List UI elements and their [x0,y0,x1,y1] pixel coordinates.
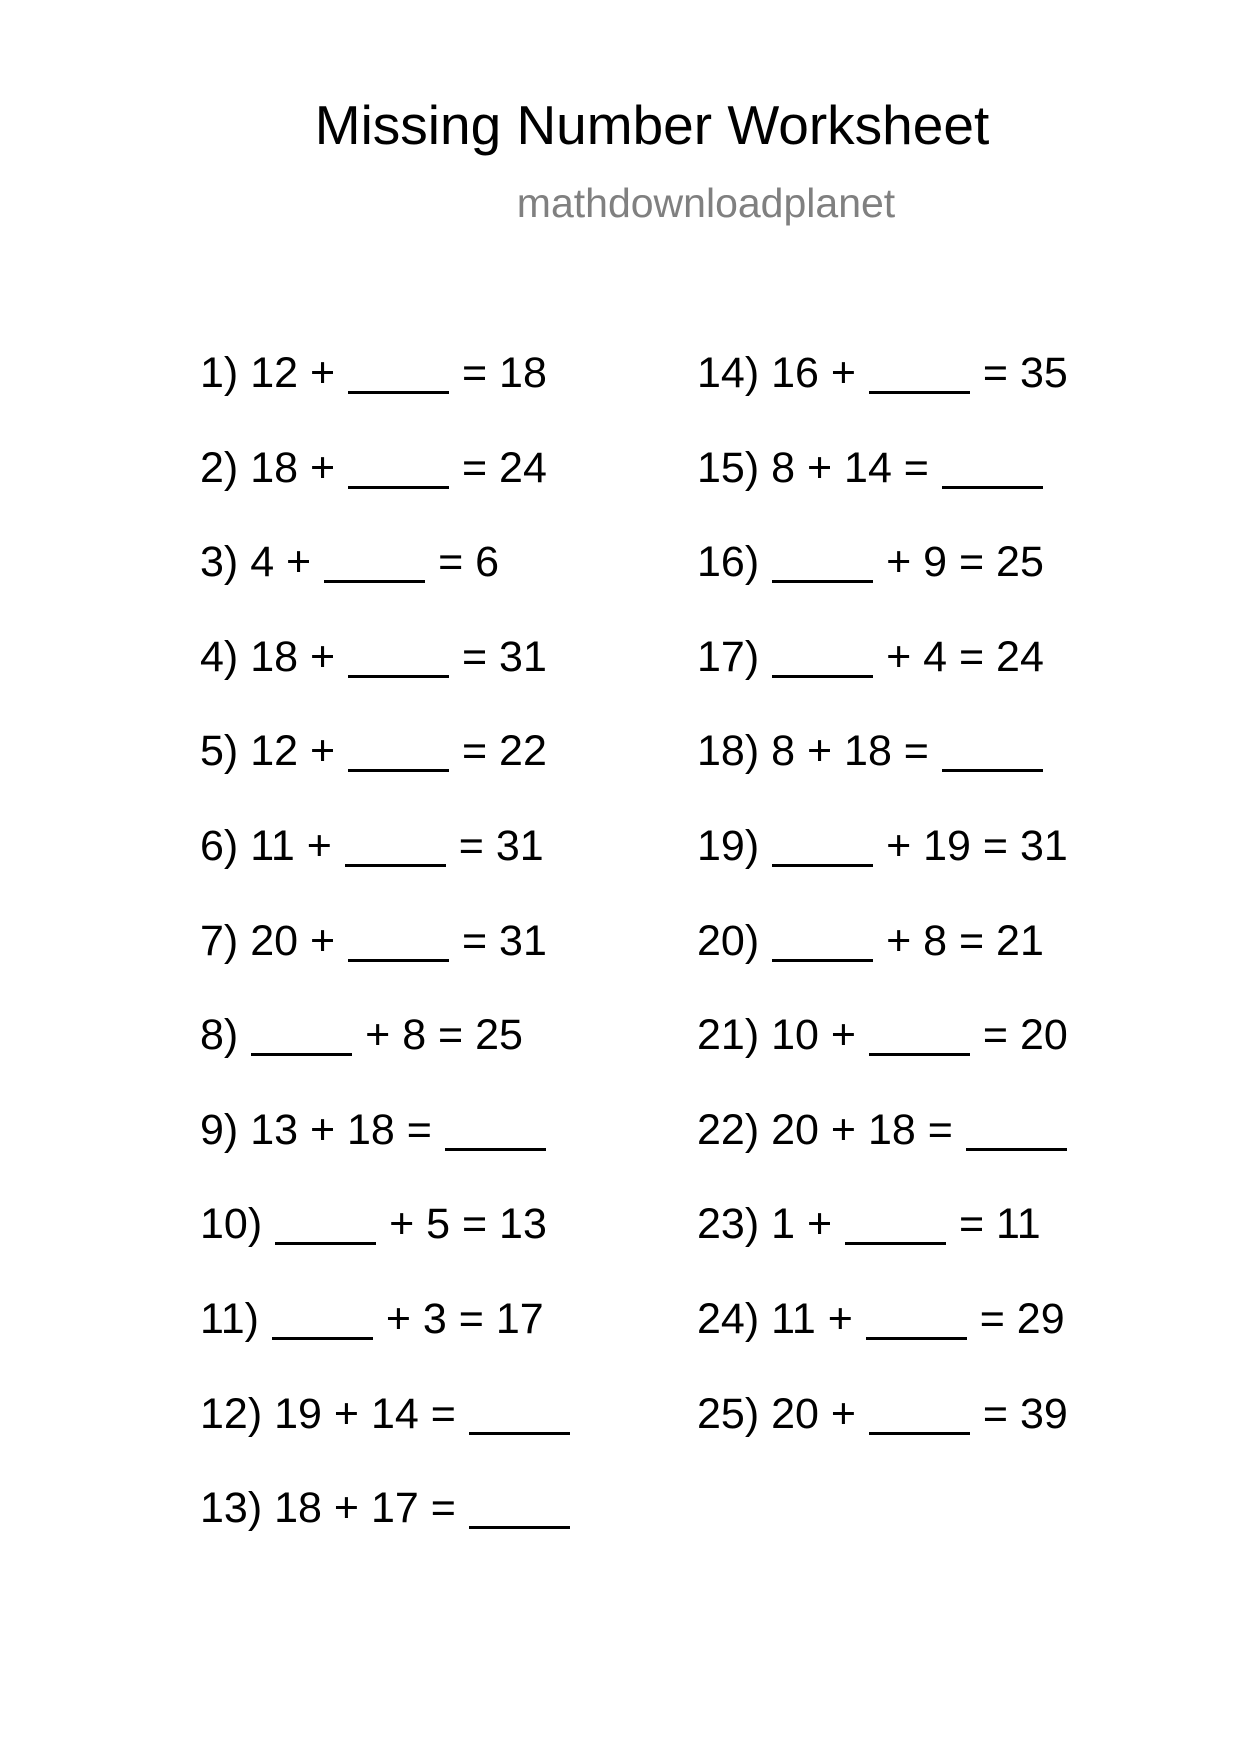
problem-row [697,349,1068,447]
problem-left-side: 13 + 18 = [250,1105,432,1154]
problem-right-side: = 31 [458,821,544,870]
problem-row [200,632,571,731]
answer-blank[interactable] [348,730,449,772]
problem-number: 4) [200,632,239,681]
problem-row [200,916,571,1015]
problem-right-side: = 11 [959,1200,1041,1249]
problem-row [200,443,571,542]
problem-number: 11) [200,1294,259,1343]
answer-blank[interactable] [445,1109,546,1151]
problem-left-side: 12 + [250,727,336,776]
problem-right-side: = 29 [979,1294,1065,1343]
problem-number: 6) [200,821,239,870]
page-title: Missing Number Worksheet [314,94,990,156]
problem-right-side: = 24 [461,443,547,492]
problem-number: 5) [200,727,239,776]
problem-number: 23) [697,1200,760,1249]
problem-right-side: = 18 [461,349,547,397]
problem-row [200,1294,571,1393]
answer-blank[interactable] [772,825,873,867]
problem-row [697,1389,1068,1488]
problem-row [697,1294,1068,1393]
problem-left-side: 20 + [771,1389,856,1438]
answer-blank[interactable] [869,1014,970,1056]
problem-number: 8) [200,1011,239,1060]
answer-blank[interactable] [345,825,446,867]
problem-number: 7) [200,916,239,965]
problem-number: 19) [697,821,760,870]
problem-row [200,1011,571,1109]
problem-number: 15) [697,443,760,492]
problem-row [697,1105,1068,1204]
problem-right-side: + 9 = 25 [886,538,1044,587]
problem-right-side: = 6 [438,538,500,587]
problem-row [697,1011,1068,1109]
problem-left-side: 19 + 14 = [274,1389,456,1438]
problem-right-side: + 3 = 17 [385,1294,544,1343]
problem-number: 25) [697,1389,760,1438]
problem-row [200,1389,571,1488]
answer-blank[interactable] [348,636,449,678]
answer-blank[interactable] [772,541,873,583]
problem-number: 1) [200,349,239,397]
answer-blank[interactable] [324,541,425,583]
problem-row [200,538,571,636]
problem-left-side: 20 + [250,916,336,965]
problem-row [200,821,571,920]
problem-right-side: + 4 = 24 [886,632,1044,681]
problem-left-side: 8 + 14 = [771,443,929,492]
answer-blank[interactable] [772,920,873,962]
answer-blank[interactable] [348,447,449,489]
problem-row [697,821,1068,920]
answer-blank[interactable] [348,920,449,962]
problem-left-side: 12 + [250,349,336,397]
problem-number: 3) [200,538,239,587]
problem-column-left [200,349,571,1582]
problem-left-side: 8 + 18 = [771,727,929,776]
problem-number: 22) [697,1105,760,1154]
answer-blank[interactable] [469,1393,570,1435]
problem-right-side: = 31 [461,632,547,681]
problem-number: 16) [697,538,760,587]
answer-blank[interactable] [869,352,970,394]
answer-blank[interactable] [869,1393,970,1435]
problem-number: 24) [697,1294,760,1343]
problem-right-side: = 31 [461,916,547,965]
problem-right-side: = 35 [982,349,1068,397]
problem-number: 17) [697,632,760,681]
answer-blank[interactable] [272,1298,373,1340]
problem-row [697,916,1068,1015]
answer-blank[interactable] [942,447,1043,489]
problem-left-side: 18 + [250,632,336,681]
problem-right-side: = 22 [461,727,547,776]
page-subtitle: mathdownloadplanet [516,180,896,226]
problem-number: 21) [697,1011,760,1060]
answer-blank[interactable] [845,1203,946,1245]
problem-left-side: 11 + [250,821,332,870]
problem-row [200,1105,571,1204]
problem-left-side: 4 + [250,538,312,587]
problem-left-side: 16 + [771,349,856,397]
problem-left-side: 1 + [771,1200,833,1249]
problem-row [697,538,1068,636]
answer-blank[interactable] [772,636,873,678]
problem-row [200,1200,571,1298]
problem-left-side: 11 + [771,1294,853,1343]
problem-number: 12) [200,1389,263,1438]
problem-number: 20) [697,916,760,965]
answer-blank[interactable] [942,730,1043,772]
problem-number: 14) [697,349,760,397]
problem-right-side: = 39 [982,1389,1068,1438]
problem-left-side: 10 + [771,1011,856,1060]
problem-right-side: + 19 = 31 [886,821,1068,870]
problem-row [200,1484,571,1582]
problem-number: 10) [200,1200,263,1249]
problem-row [697,443,1068,542]
problem-row [697,632,1068,731]
problem-left-side: 20 + 18 = [771,1105,953,1154]
answer-blank[interactable] [966,1109,1067,1151]
problem-right-side: + 8 = 25 [365,1011,523,1060]
answer-blank[interactable] [469,1487,570,1529]
problem-row [697,1200,1068,1298]
problem-number: 9) [200,1105,239,1154]
problem-left-side: 18 + 17 = [274,1484,456,1533]
problem-number: 2) [200,443,239,492]
problem-right-side: = 20 [982,1011,1068,1060]
answer-blank[interactable] [275,1203,376,1245]
problem-row [697,727,1068,825]
problem-left-side: 18 + [250,443,336,492]
problem-number: 18) [697,727,760,776]
problem-row [200,349,571,447]
problem-column-right [697,349,1068,1487]
problem-right-side: + 5 = 13 [389,1200,547,1249]
answer-blank[interactable] [251,1014,352,1056]
answer-blank[interactable] [348,352,449,394]
problem-row [200,727,571,825]
problem-number: 13) [200,1484,263,1533]
problem-right-side: + 8 = 21 [886,916,1044,965]
answer-blank[interactable] [866,1298,967,1340]
